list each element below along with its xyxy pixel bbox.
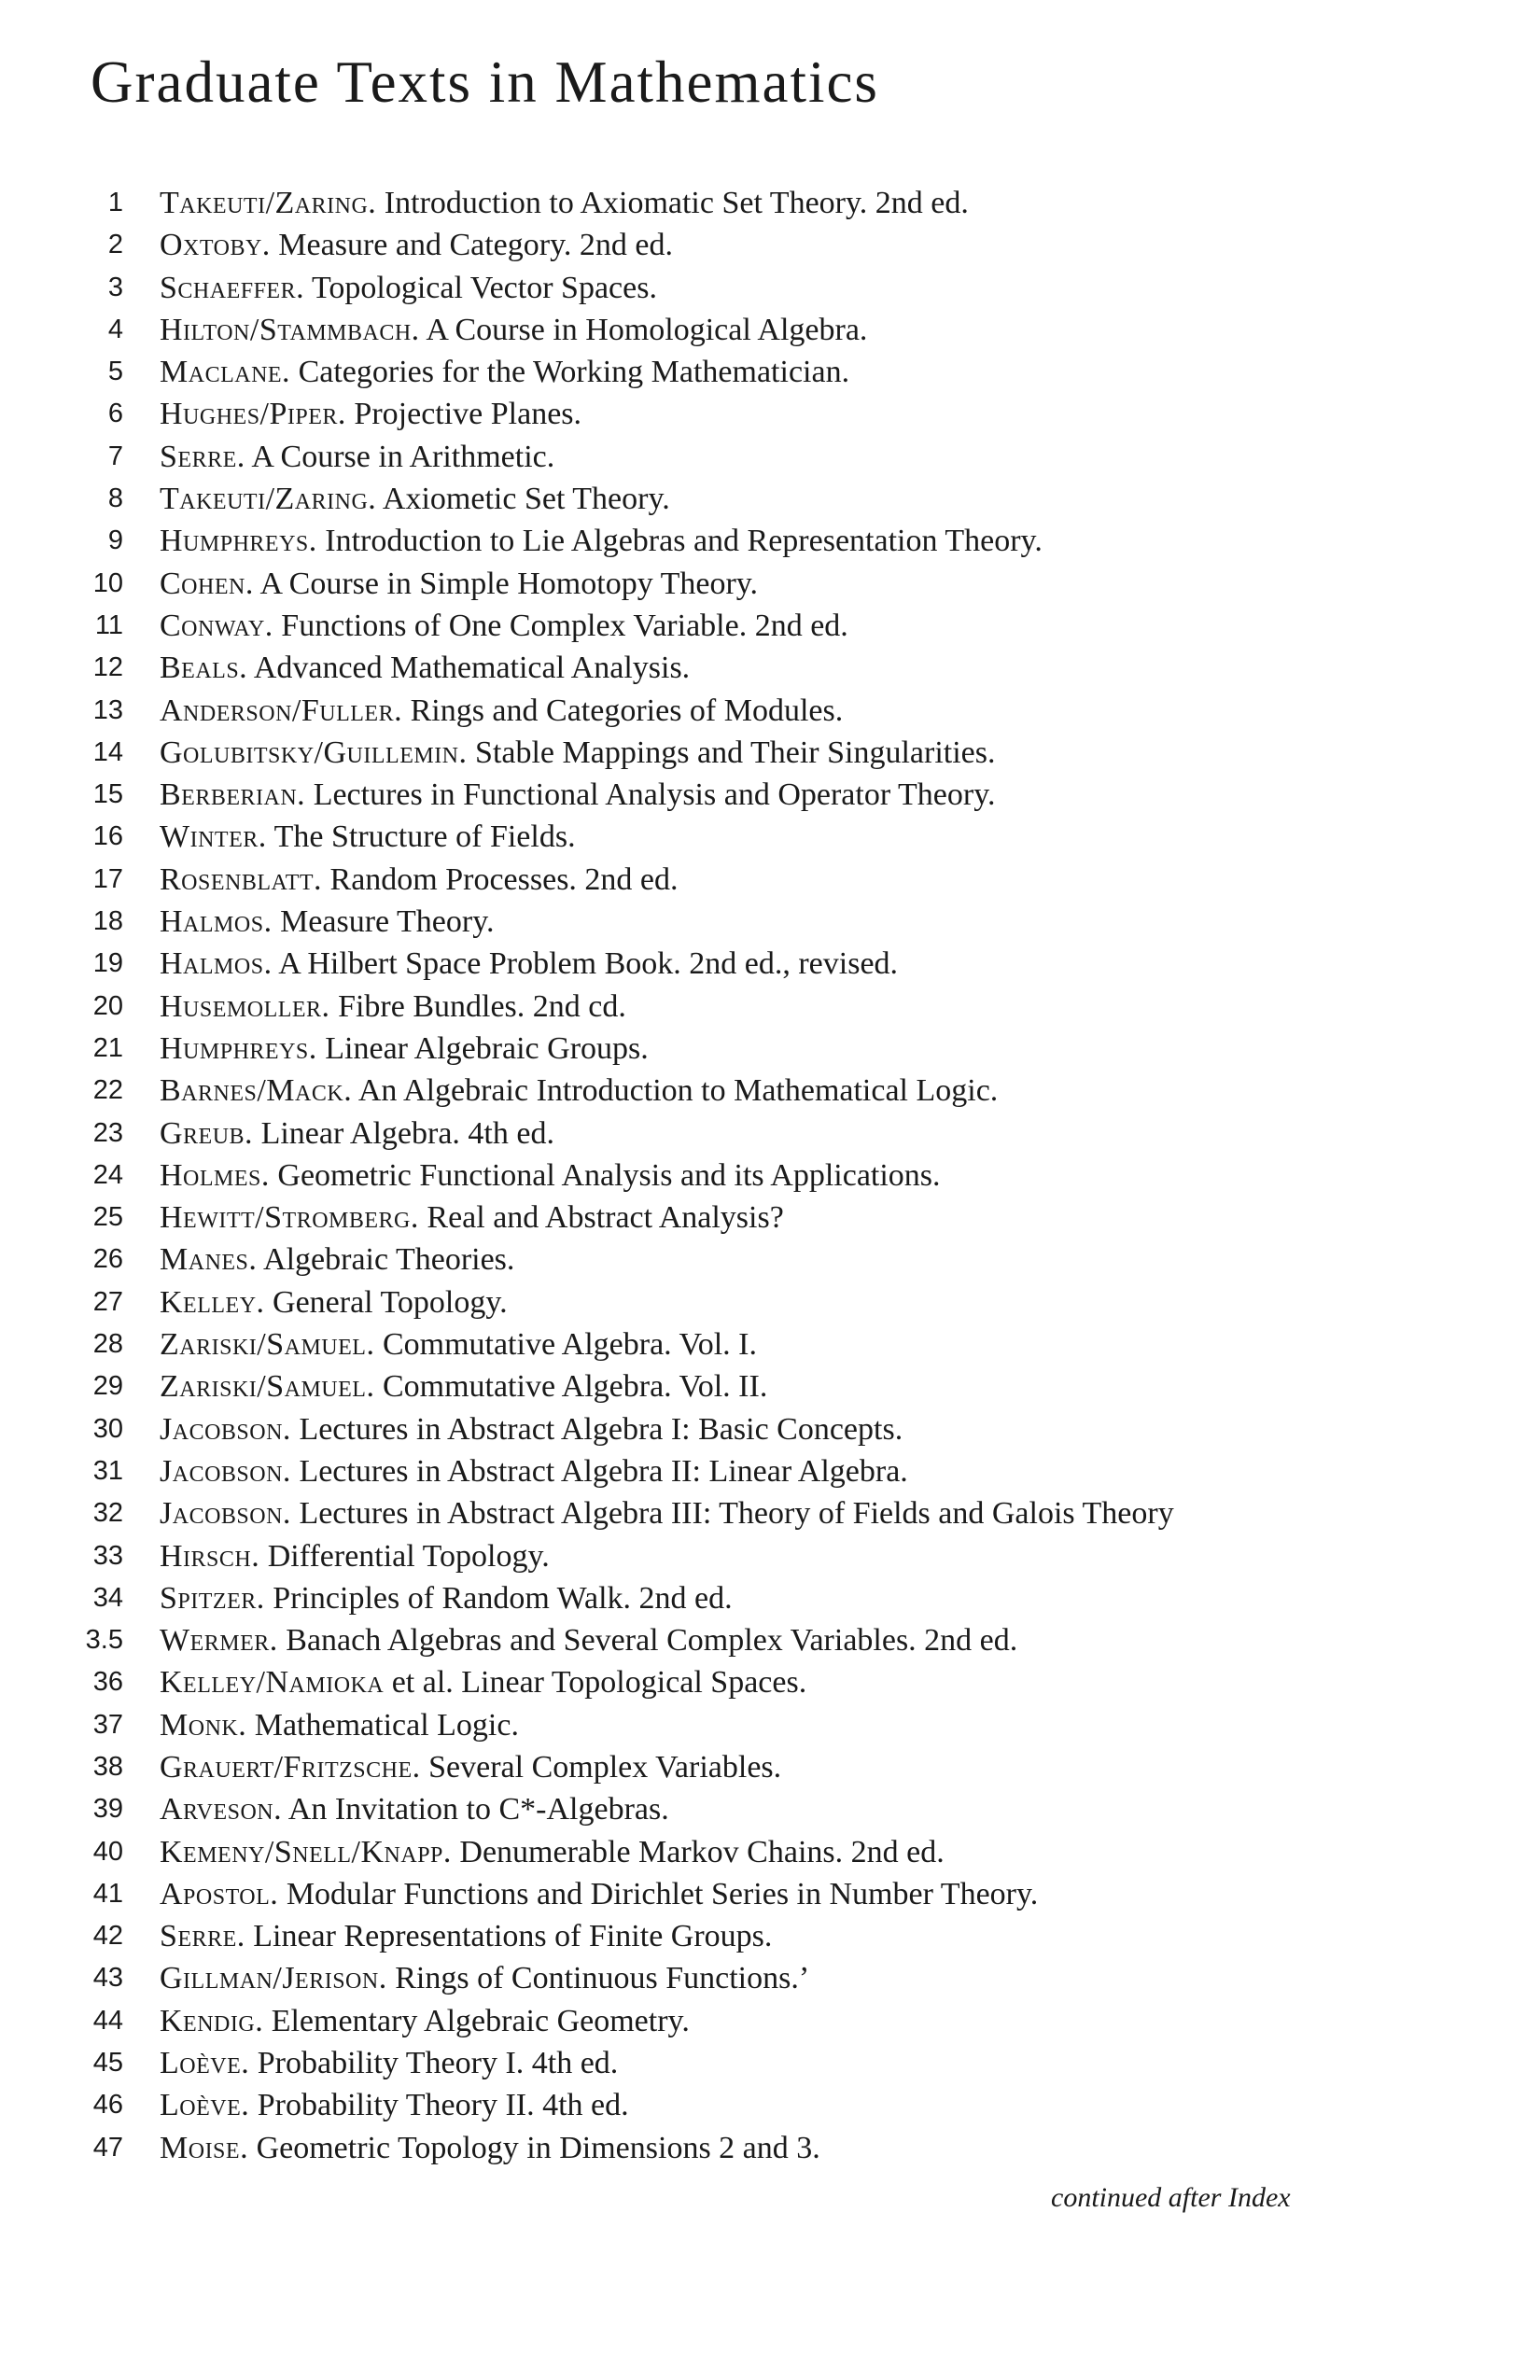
entry-text [160,2127,820,2169]
book-title: Commutative Algebra. Vol. I. [382,1327,757,1363]
list-item [0,2042,1540,2084]
volume-number: 40 [92,1836,123,1867]
volume-number: 44 [92,2005,123,2036]
book-title: Algebraic Theories. [263,1242,515,1278]
entry-text [160,393,581,435]
author-name: Wermer. [160,1623,278,1659]
list-item [0,1873,1540,1915]
author-name: Husemoller. [160,988,330,1024]
volume-number: 9 [107,525,123,556]
list-item [0,1281,1540,1323]
author-name: Serre. [160,1919,245,1954]
entry-text [160,2000,690,2042]
volume-number: 43 [92,1963,123,1994]
list-item [0,986,1540,1028]
entry-text [160,1028,649,1070]
book-title: Differential Topology. [267,1538,550,1574]
author-name: Winter. [160,819,267,855]
volume-number: 3.5 [85,1625,123,1656]
volume-number: 5 [107,357,123,387]
book-title: Linear Algebraic Groups. [325,1030,649,1066]
book-title: Lectures in Abstract Algebra I: Basic Concepts. [299,1411,903,1447]
volume-number: 39 [92,1794,123,1825]
author-name: Humphreys. [160,1030,317,1066]
list-item [0,182,1540,224]
book-title: Fibre Bundles. 2nd cd. [338,988,626,1024]
book-title: Commutative Algebra. Vol. II. [382,1369,768,1405]
entry-text [160,1113,554,1155]
series-title: Graduate Texts in Mathematics [91,49,879,115]
volume-number: 21 [92,1032,123,1063]
list-item [0,1070,1540,1112]
volume-number: 19 [92,948,123,979]
list-item [0,943,1540,985]
list-item [0,1831,1540,1873]
book-title: Advanced Mathematical Analysis. [253,651,691,686]
volume-number: 26 [92,1244,123,1275]
book-title: Lectures in Abstract Algebra III: Theory of Fields and Galois Theory [299,1496,1174,1532]
book-title: Random Processes. 2nd ed. [329,861,679,897]
author-name: Halmos. [160,946,273,982]
entry-text [160,1788,669,1830]
author-name: Hilton/Stammbach. [160,312,420,347]
book-title: Introduction to Axiomatic Set Theory. 2nd ed. [384,186,969,220]
author-name: Jacobson. [160,1411,291,1447]
entry-text [160,224,673,266]
author-name: Beals. [160,651,248,686]
author-name: Spitzer. [160,1580,265,1616]
volume-number: 22 [92,1075,123,1106]
list-item [0,774,1540,816]
entry-text [160,563,758,605]
author-name: Hirsch. [160,1538,260,1574]
volume-number: 45 [92,2048,123,2079]
list-item [0,1957,1540,1999]
volume-number: 24 [92,1159,123,1190]
list-item [0,563,1540,605]
book-title: General Topology. [273,1284,508,1320]
author-name: Grauert/Fritzsche. [160,1749,421,1785]
list-item [0,1028,1540,1070]
volume-number: 8 [107,483,123,514]
volume-number: 2 [107,230,123,260]
volume-number: 6 [107,399,123,429]
book-title: Measure and Category. 2nd ed. [278,228,673,263]
entry-text [160,901,495,943]
book-title: Functions of One Complex Variable. 2nd ed. [281,608,848,643]
volume-number: 3 [107,272,123,302]
entry-text [160,1323,757,1365]
list-item [0,393,1540,435]
book-title: An Invitation to C*-Algebras. [287,1792,669,1827]
author-name: Zariski/Samuel. [160,1327,375,1363]
entry-text [160,1450,908,1492]
book-title: Probability Theory II. 4th ed. [257,2088,629,2123]
volume-number: 23 [92,1117,123,1148]
author-name: Cohen. [160,566,254,601]
book-title: Denumerable Markov Chains. 2nd ed. [459,1834,945,1869]
author-name: Serre. [160,439,245,474]
list-item [0,1577,1540,1619]
entry-text [160,859,679,901]
book-title: Mathematical Logic. [254,1707,519,1743]
entry-text [160,436,554,478]
list-item [0,1704,1540,1746]
list-item [0,1155,1540,1197]
entry-text [160,267,657,309]
list-item [0,1450,1540,1492]
volume-number: 25 [92,1202,123,1233]
volume-number: 36 [92,1667,123,1698]
volume-number: 27 [92,1286,123,1317]
volume-number: 30 [92,1413,123,1444]
entry-text [160,2042,618,2084]
book-title: Lectures in Abstract Algebra II: Linear Algebra. [299,1453,908,1489]
book-title: Linear Representations of Finite Groups. [253,1919,773,1954]
volume-number: 33 [92,1540,123,1571]
author-name: Kendig. [160,2003,264,2038]
book-title: Probability Theory I. 4th ed. [257,2046,619,2081]
author-name: Berberian. [160,777,306,813]
author-name: Anderson/Fuller. [160,693,403,728]
author-name: Hewitt/Stromberg. [160,1200,419,1236]
book-title: Lectures in Functional Analysis and Operator Theory. [313,777,996,813]
entry-text [160,1239,514,1281]
book-title: Real and Abstract Analysis? [427,1200,784,1236]
book-title: Elementary Algebraic Geometry. [271,2003,690,2038]
book-title: A Hilbert Space Problem Book. 2nd ed., revised. [278,946,899,982]
list-item [0,267,1540,309]
entry-text [160,986,626,1028]
author-name: Manes. [160,1242,258,1278]
author-name: Loève. [160,2088,250,2123]
entry-text [160,2084,629,2126]
entry-text [160,647,690,689]
list-item [0,732,1540,774]
entry-text [160,1155,941,1197]
entry-text [160,1281,508,1323]
author-name: Jacobson. [160,1496,291,1532]
author-name: Takeuti/Zaring. [160,186,377,220]
author-name: Kelley. [160,1284,265,1320]
author-name: Jacobson. [160,1453,291,1489]
entry-text [160,605,848,647]
list-item [0,2000,1540,2042]
book-title: Geometric Functional Analysis and its Applications. [277,1157,941,1193]
book-title: Several Complex Variables. [428,1749,782,1785]
author-name: Zariski/Samuel. [160,1369,375,1405]
list-item [0,1492,1540,1534]
entry-text [160,351,849,393]
volume-number: 17 [92,863,123,894]
book-title: A Course in Homological Algebra. [426,312,868,347]
volume-number: 7 [107,441,123,471]
list-item [0,1746,1540,1788]
volume-number: 11 [94,609,123,640]
list-item [0,647,1540,689]
entry-text [160,690,843,732]
book-title: Projective Planes. [354,397,582,432]
volume-number: 37 [92,1709,123,1740]
list-item [0,478,1540,520]
book-title: Stable Mappings and Their Singularities. [475,735,996,770]
list-item [0,1915,1540,1957]
volume-number: 18 [92,906,123,937]
author-name: Schaeffer. [160,270,305,305]
entry-text [160,1661,806,1703]
author-name: Barnes/Mack. [160,1073,353,1109]
list-item [0,309,1540,351]
author-name: Holmes. [160,1157,270,1193]
book-title: Axiometic Set Theory. [382,482,670,517]
volume-number: 10 [92,567,123,598]
author-name: Golubitsky/Guillemin. [160,735,468,770]
author-name: Rosenblatt. [160,861,323,897]
entry-text [160,1197,784,1239]
author-name: Arveson. [160,1792,283,1827]
author-name: Gillman/Jerison. [160,1961,387,1996]
list-item [0,1197,1540,1239]
list-item [0,520,1540,562]
book-title: Rings and Categories of Modules. [410,693,844,728]
entry-text [160,182,969,224]
entry-text [160,1619,1017,1661]
volume-number: 12 [92,652,123,683]
entry-text [160,309,867,351]
list-item [0,690,1540,732]
continued-note: continued after Index [1051,2182,1291,2213]
list-item [0,2084,1540,2126]
list-item [0,436,1540,478]
book-title: A Course in Arithmetic. [251,439,555,474]
entry-text [160,1831,945,1873]
volume-number: 28 [92,1329,123,1360]
volume-number: 38 [92,1751,123,1782]
list-item [0,1113,1540,1155]
author-name: Loève. [160,2046,250,2081]
entry-text [160,1408,903,1450]
entry-text [160,1492,1174,1534]
volume-number: 29 [92,1371,123,1402]
volume-number: 15 [92,779,123,810]
entry-text [160,1070,998,1112]
author-name: Kemeny/Snell/Knapp. [160,1834,452,1869]
book-title: Categories for the Working Mathematician. [298,355,850,390]
author-name: Hughes/Piper. [160,397,346,432]
book-title: The Structure of Fields. [273,819,576,855]
list-item [0,1788,1540,1830]
volume-number: 14 [92,736,123,767]
entry-text [160,774,996,816]
list-item [0,224,1540,266]
author-name: Apostol. [160,1876,279,1911]
volume-number: 42 [92,1921,123,1952]
book-title: Topological Vector Spaces. [312,270,657,305]
entry-text [160,943,898,985]
list-item [0,351,1540,393]
list-item [0,816,1540,858]
book-title: Banach Algebras and Several Complex Variables. 2nd ed. [286,1623,1018,1659]
list-item [0,1535,1540,1577]
entry-text [160,1746,781,1788]
list-item [0,1365,1540,1407]
author-name: Monk. [160,1707,247,1743]
entry-text [160,520,1043,562]
entry-text [160,1957,809,1999]
book-title: Modular Functions and Dirichlet Series in Number Theory. [286,1876,1039,1911]
author-name: Kelley/Namioka [160,1665,385,1701]
list-item [0,1323,1540,1365]
list-item [0,1661,1540,1703]
volume-number: 1 [107,188,123,217]
entry-text [160,816,576,858]
list-item [0,859,1540,901]
author-name: Conway. [160,608,273,643]
book-title: et al. Linear Topological Spaces. [391,1665,807,1701]
entry-text [160,1915,772,1957]
author-name: Maclane. [160,355,291,390]
book-title: Geometric Topology in Dimensions 2 and 3. [256,2130,820,2165]
entry-text [160,732,996,774]
book-title: Principles of Random Walk. 2nd ed. [273,1580,733,1616]
volume-number: 32 [92,1498,123,1529]
volume-number: 16 [92,821,123,852]
entry-text [160,1873,1038,1915]
author-name: Moise. [160,2130,249,2165]
list-item [0,2127,1540,2169]
volume-number: 34 [92,1582,123,1613]
volume-number: 20 [92,990,123,1021]
list-item [0,901,1540,943]
author-name: Halmos. [160,904,273,940]
list-item [0,605,1540,647]
book-title: A Course in Simple Homotopy Theory. [259,566,759,601]
book-title: Introduction to Lie Algebras and Representation Theory. [325,524,1043,559]
volume-number: 4 [107,314,123,344]
book-title: An Algebraic Introduction to Mathematical Logic. [357,1073,999,1109]
book-title: Linear Algebra. 4th ed. [260,1115,554,1151]
author-name: Greub. [160,1115,254,1151]
volume-number: 46 [92,2090,123,2121]
entry-text [160,1535,550,1577]
list-item [0,1619,1540,1661]
author-name: Oxtoby. [160,228,271,263]
entry-text [160,478,670,520]
entry-text [160,1365,767,1407]
book-title: Rings of Continuous Functions.’ [395,1961,810,1996]
author-name: Humphreys. [160,524,317,559]
entry-text [160,1704,519,1746]
volume-number: 41 [92,1878,123,1909]
entry-text [160,1577,733,1619]
volume-number: 31 [92,1455,123,1486]
list-item [0,1408,1540,1450]
volume-number: 13 [92,694,123,725]
volume-number: 47 [92,2132,123,2163]
author-name: Takeuti/Zaring. [160,482,377,517]
series-list [0,182,1540,2169]
book-title: Measure Theory. [280,904,495,940]
list-item [0,1239,1540,1281]
